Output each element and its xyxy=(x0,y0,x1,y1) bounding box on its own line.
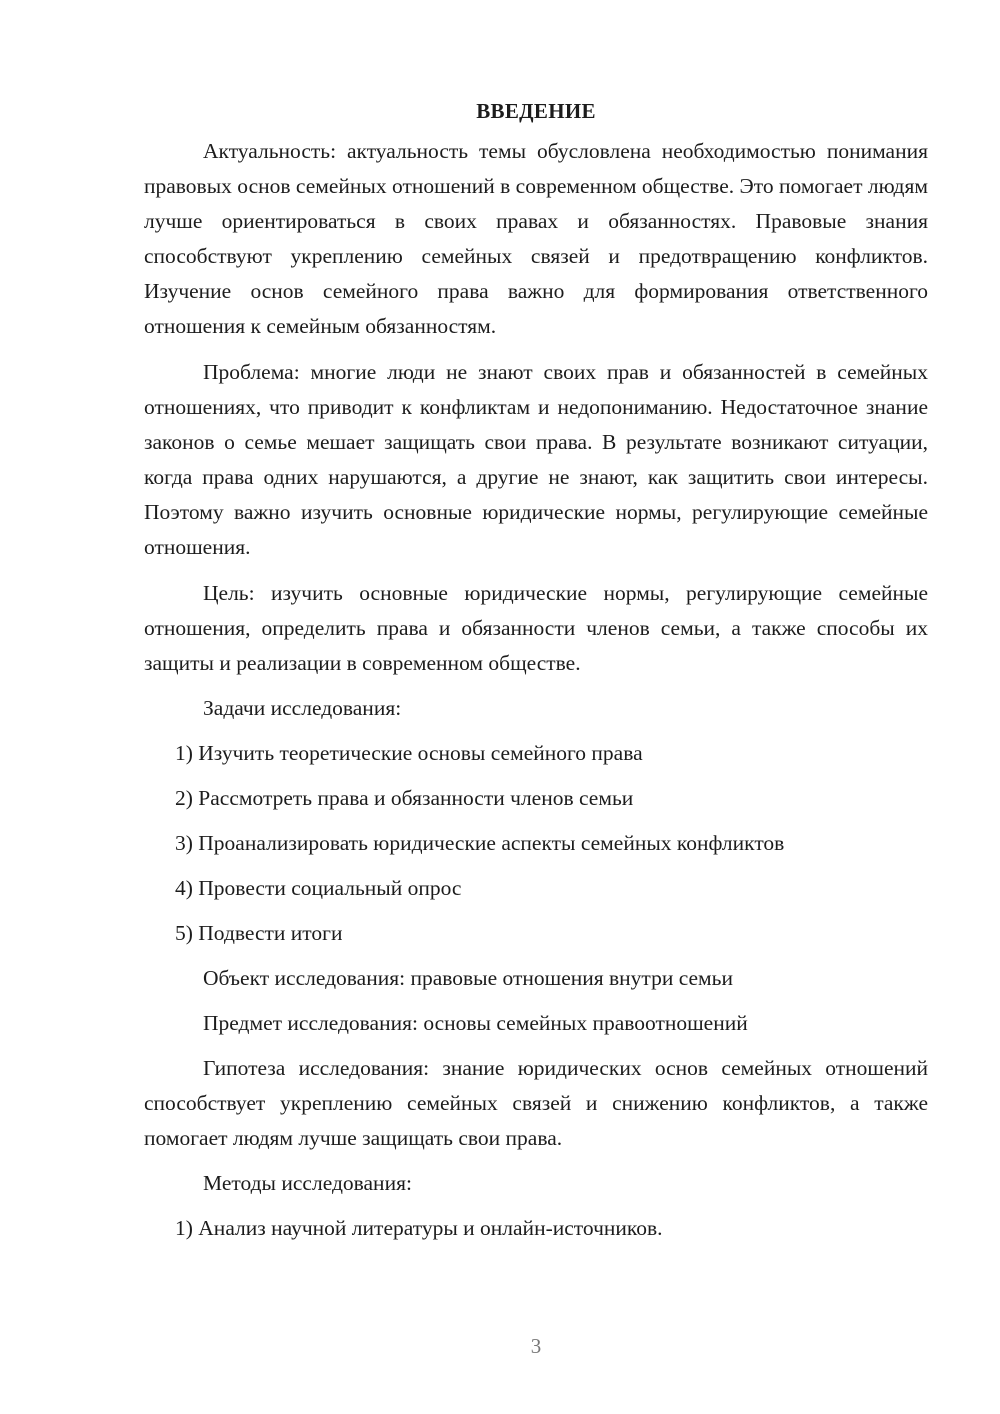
page-title: ВВЕДЕНИЕ xyxy=(476,99,596,123)
problem-paragraph: Проблема: многие люди не знают своих прав и обязанностей в семейных отношениях, что приводит к конфликтам и недопониманию. Недостаточное знание законов о семье мешает защищать свои права. В результате возникают ситуации, когда права одних нарушаются, а другие не знают, как защитить свои интересы. Поэтому важно изучить основные юридические нормы, регулирующие семейные отношения. xyxy=(144,360,928,559)
research-subject: Предмет исследования: основы семейных правоотношений xyxy=(203,1011,748,1035)
task-item: 5) Подвести итоги xyxy=(175,921,343,945)
page-content xyxy=(144,96,928,1246)
tasks-heading: Задачи исследования: xyxy=(203,696,402,720)
methods-list xyxy=(144,1211,928,1246)
task-item: 1) Изучить теоретические основы семейного права xyxy=(175,741,643,765)
hypothesis-paragraph: Гипотеза исследования: знание юридических основ семейных отношений способствует укреплению семейных связей и снижению конфликтов, а также помогает людям лучше защищать свои права. xyxy=(144,1056,928,1150)
page-number: 3 xyxy=(530,1334,542,1358)
task-item: 4) Провести социальный опрос xyxy=(175,876,462,900)
method-item: 1) Анализ научной литературы и онлайн-источников. xyxy=(175,1216,663,1240)
research-object: Объект исследования: правовые отношения внутри семьи xyxy=(203,966,733,990)
relevance-paragraph: Актуальность: актуальность темы обусловлена необходимостью понимания правовых основ семейных отношений в современном обществе. Это помогает людям лучше ориентироваться в своих правах и обязанностях. Правовые знания способствуют укреплению семейных связей и предотвращению конфликтов. Изучение основ семейного права важно для формирования ответственного отношения к семейным обязанностям. xyxy=(144,139,928,338)
goal-paragraph: Цель: изучить основные юридические нормы, регулирующие семейные отношения, определить права и обязанности членов семьи, а также способы их защиты и реализации в современном обществе. xyxy=(144,581,928,675)
tasks-list xyxy=(144,736,928,951)
methods-heading: Методы исследования: xyxy=(203,1171,412,1195)
task-item: 3) Проанализировать юридические аспекты семейных конфликтов xyxy=(175,831,785,855)
task-item: 2) Рассмотреть права и обязанности членов семьи xyxy=(175,786,634,810)
